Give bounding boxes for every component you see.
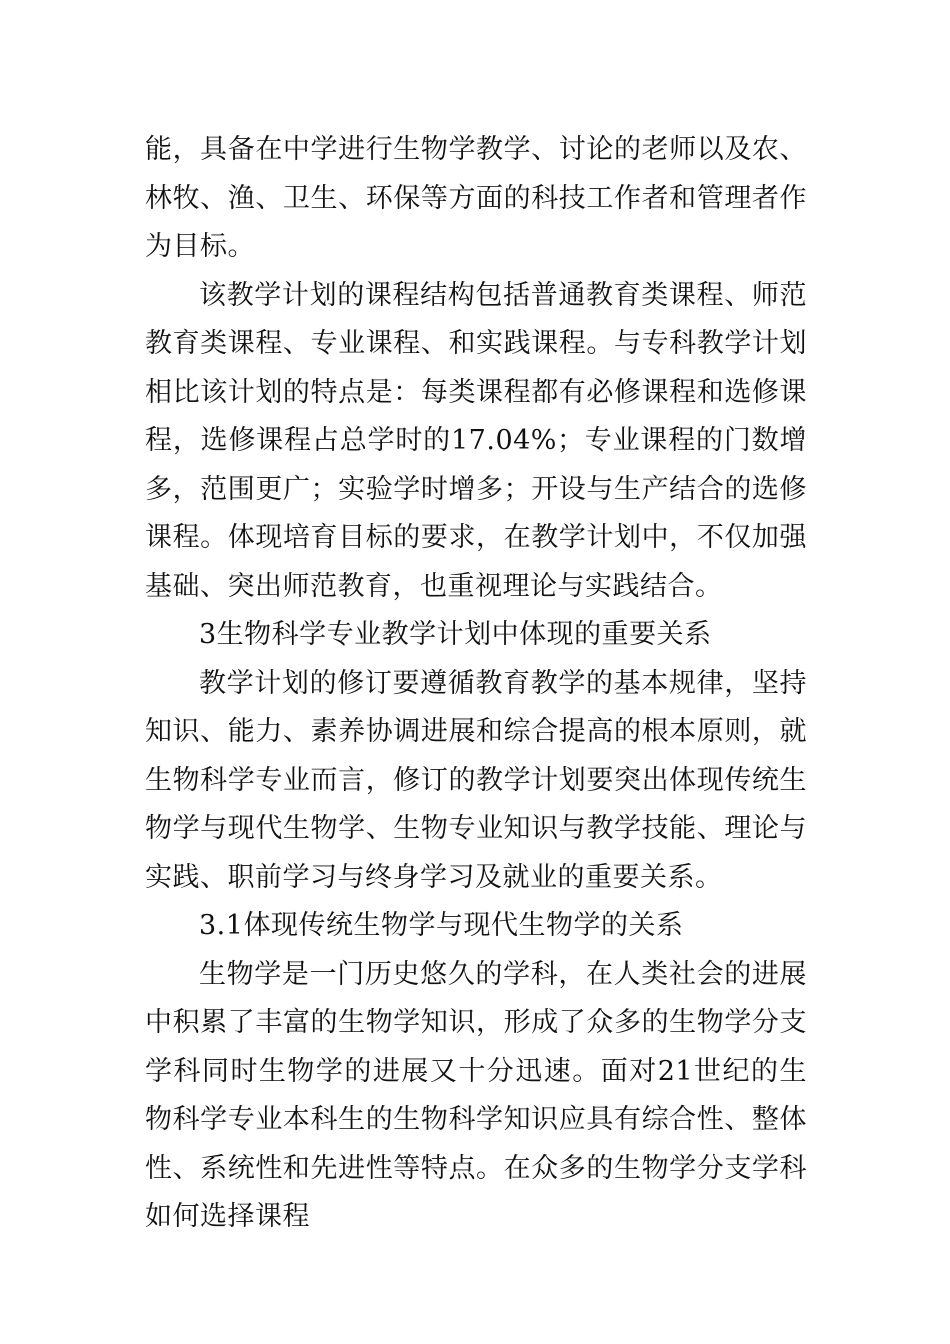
paragraph-continuation: 能，具备在中学进行生物学教学、讨论的老师以及农、林牧、渔、卫生、环保等方面的科技工作者和管理者作为目标。 [145, 134, 807, 262]
document-page [145, 126, 807, 1242]
section-heading-3: 3生物科学专业教学计划中体现的重要关系 [199, 619, 712, 650]
paragraph-biology-history: 生物学是一门历史悠久的学科，在人类社会的进展中积累了丰富的生物学知识，形成了众多的生物学分支学科同时生物学的进展又十分迅速。面对21世纪的生物科学专业本科生的生物科学知识应具有综合性、整体性、系统性和先进性等特点。在众多的生物学分支学科如何选择课程 [145, 958, 807, 1232]
paragraph-revision-principles: 教学计划的修订要遵循教育教学的基本规律，坚持知识、能力、素养协调进展和综合提高的根本原则，就生物科学专业而言，修订的教学计划要突出体现传统生物学与现代生物学、生物专业知识与教学技能、理论与实践、职前学习与终身学习及就业的重要关系。 [145, 667, 807, 893]
paragraph-curriculum-structure: 该教学计划的课程结构包括普通教育类课程、师范教育类课程、专业课程、和实践课程。与专科教学计划相比该计划的特点是：每类课程都有必修课程和选修课程，选修课程占总学时的17.04%；专业课程的门数增多，范围更广；实验学时增多；开设与生产结合的选修课程。体现培育目标的要求，在教学计划中，不仅加强基础、突出师范教育，也重视理论与实践结合。 [145, 279, 807, 602]
section-heading-3-1: 3.1体现传统生物学与现代生物学的关系 [199, 910, 684, 941]
